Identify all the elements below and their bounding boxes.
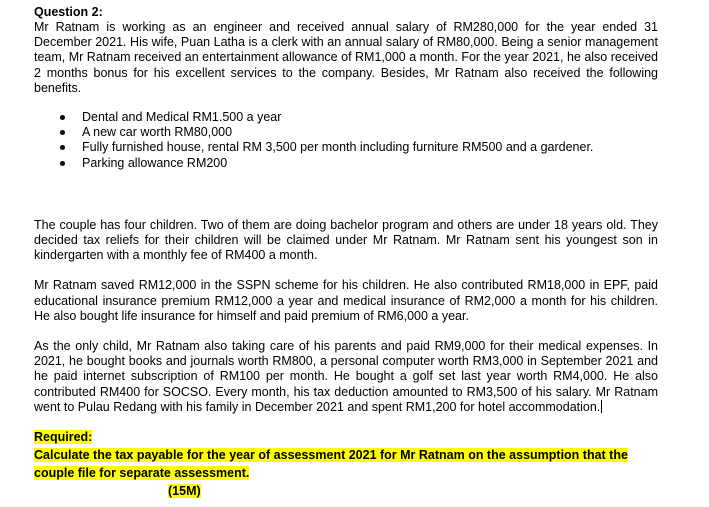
- required-section: [34, 428, 658, 500]
- spacer: [34, 324, 658, 339]
- required-instruction[interactable]: Calculate the tax payable for the year of assessment 2021 for Mr Ratnam on the assumption that the couple file for separate assessment.: [34, 448, 628, 481]
- spacer: [34, 171, 658, 218]
- benefits-list: [34, 110, 658, 171]
- spacer: [34, 263, 658, 278]
- list-item[interactable]: Fully furnished house, rental RM 3,500 per month including furniture RM500 and a gardener.: [82, 140, 658, 155]
- savings-paragraph[interactable]: Mr Ratnam saved RM12,000 in the SSPN scheme for his children. He also contributed RM18,000 in EPF, paid educational insurance premium RM12,000 a year and medical insurance of RM2,000 a month for his children. He also bought life insurance for himself and paid premium of RM6,000 a year.: [34, 278, 658, 323]
- list-item[interactable]: Parking allowance RM200: [82, 156, 658, 171]
- document-body: [34, 5, 658, 500]
- marks-label: (15M): [168, 484, 201, 499]
- text-cursor: [601, 400, 602, 413]
- intro-paragraph[interactable]: Mr Ratnam is working as an engineer and received annual salary of RM280,000 for the year ended 31 December 2021. His wife, Puan Latha is a clerk with an annual salary of RM80,000. Being a senior management team, Mr Ratnam received an entertainment allowance of RM1,000 a month. For the year 2021, he also received 2 months bonus for his excellent services to the company. Besides, Mr Ratnam also received the following benefits.: [34, 20, 658, 95]
- list-item[interactable]: A new car worth RM80,000: [82, 125, 658, 140]
- parents-paragraph[interactable]: [34, 339, 658, 415]
- required-heading: Required:: [34, 430, 93, 445]
- parents-paragraph-text: As the only child, Mr Ratnam also taking care of his parents and paid RM9,000 for their medical expenses. In 2021, he bought books and journals worth RM800, a personal computer worth RM3,000 in September 2021 and he paid internet subscription of RM100 per month. He bought a golf set last year worth RM4,000. He also contributed RM400 for SOCSO. Every month, his tax deduction amounted to RM3,500 of his salary. Mr Ratnam went to Pulau Redang with his family in December 2021 and spent RM1,200 for hotel accommodation.: [34, 339, 658, 414]
- list-item[interactable]: Dental and Medical RM1.500 a year: [82, 110, 658, 125]
- children-paragraph[interactable]: The couple has four children. Two of them are doing bachelor program and others are under 18 years old. They decided tax reliefs for their children will be claimed under Mr Ratnam. Mr Ratnam sent his youngest son in kindergarten with a monthly fee of RM400 a month.: [34, 217, 658, 263]
- question-title: Question 2:: [34, 5, 103, 19]
